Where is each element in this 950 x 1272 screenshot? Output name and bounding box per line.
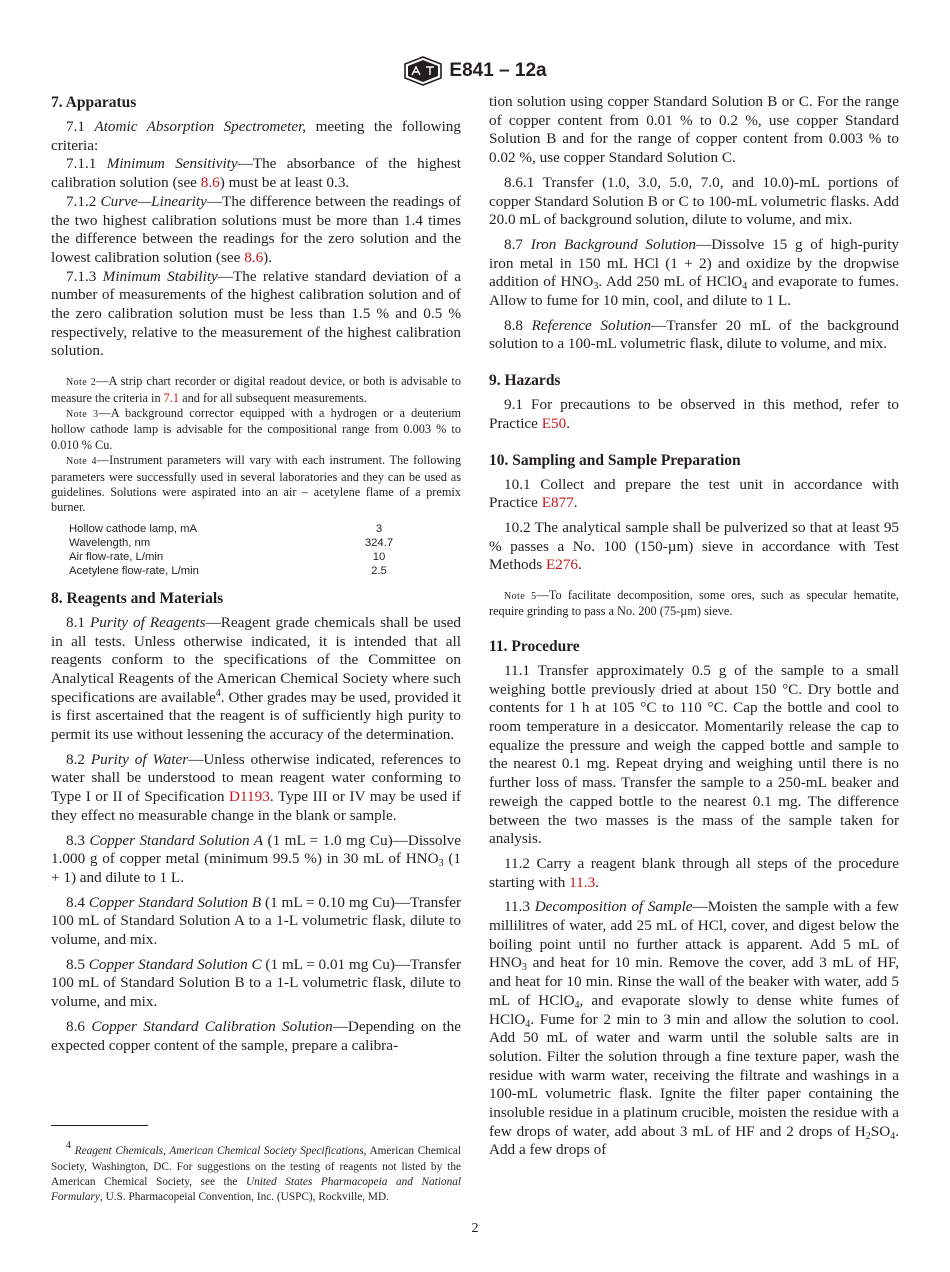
footnote-rule	[51, 1125, 148, 1126]
paragraph-7-1-3: 7.1.3 Minimum Stability—The relative standard deviation of a number of measurements of the highest calibration solution and of the zero calibration solution must be less than 1.5 % and 0.5 % respectively, relative to the measurement of the highest calibration solution.	[51, 267, 461, 360]
section-heading: 11. Procedure	[489, 637, 580, 655]
section-heading: 9. Hazards	[489, 372, 561, 390]
paragraph-7-1-2: 7.1.2 Curve—Linearity—The difference between the readings of the two highest calibration solutions must be more than 1.4 times the difference between the readings for the zero solution and the lowest calibration solution (see 8.6).	[51, 192, 462, 266]
paragraph-8-2: 8.2 Purity of Water—Unless otherwise indicated, references to water shall be understood to mean reagent water conforming to Type I or II of Specification D1193. Type III or IV may be used if they effect no measurable change in the blank or sample.	[51, 750, 462, 824]
note-3: Note 3—A background corrector equipped with a hydrogen or a deuterium hollow cathode lamp is advisable for the compositional range from 0.003 % to 0.010 % Cu.	[51, 405, 461, 452]
footnote-ref: 4	[215, 687, 221, 699]
section-heading: 10. Sampling and Sample Preparation	[489, 451, 741, 469]
paragraph-8-3: 8.3 Copper Standard Solution A (1 mL = 1.0 mg Cu)—Dissolve 1.000 g of copper metal (minimum 99.5 %) in 30 mL of $HNO_3$ (1 + 1) and dilute to 1 L.	[51, 831, 462, 886]
paragraph-8-5: 8.5 Copper Standard Solution C (1 mL = 0.01 mg Cu)—Transfer 100 mL of Standard Solution B to a 1-L volumetric flask, dilute to volume, and mix.	[51, 955, 462, 1011]
section-heading: 7. Apparatus	[51, 94, 137, 111]
page-header	[0, 56, 950, 91]
astm-logo-icon	[403, 56, 443, 86]
paragraph-8-6: 8.6 Copper Standard Calibration Solution—Depending on the expected copper content of the sample, prepare a calibra-	[51, 1017, 461, 1054]
link-7-1[interactable]: 7.1	[163, 390, 180, 405]
link-d1193[interactable]: D1193	[229, 788, 270, 806]
paragraph-8-6-cont: tion solution using copper Standard Solution B or C. For the range of copper content from 0.01 % to 0.2 %, use copper Standard Solution B and for the range of copper content from 0.003 % to 0.02 %, use copper Standard Solution C.	[489, 93, 899, 167]
paragraph-8-8: 8.8 Reference Solution—Transfer 20 mL of the background solution to a 100-mL volumetric flask, dilute to volume, and mix.	[489, 316, 899, 353]
link-8-6[interactable]: 8.6	[244, 248, 264, 266]
paragraph-9-1: 9.1 For precautions to be observed in this method, refer to Practice E50.	[489, 396, 900, 432]
table-row: Acetylene flow-rate, L/min 2.5	[69, 564, 387, 577]
paragraph-8-1: 8.1 Purity of Reagents—Reagent grade chemicals shall be used in all tests. Unless otherwise indicated, it is intended that all reagents conform to the specifications of the Committee on Analytical Reagents of the American Chemical Society where such specifications are available$^4$. Other grades may be used, provided it is first ascertained that the reagent is of sufficiently high purity to permit its use without lessening the accuracy of the determination.	[51, 613, 462, 744]
paragraph-8-6-1: 8.6.1 Transfer (1.0, 3.0, 5.0, 7.0, and 10.0)-mL portions of copper Standard Solution B or C to 100-mL volumetric flasks. Add 20.0 mL of background solution, dilute to volume, and mix.	[489, 173, 899, 229]
link-8-6[interactable]: 8.6	[200, 174, 220, 192]
instrument-parameters-table	[69, 522, 461, 578]
paragraph-10-2: 10.2 The analytical sample shall be pulverized so that at least 95 % passes a No. 100 (150-µm) sieve in accordance with Test Methods E276.	[489, 518, 900, 574]
footnote-4: $^4$ Reagent Chemicals, American Chemical Society Specifications, American Chemical Society, Washington, DC. For suggestions on the testing of reagents not listed by the American Chemical Society, see the United States Pharmacopeia and National Formulary, U.S. Pharmacopeial Convention, Inc. (USPC), Rockville, MD.	[51, 1140, 462, 1204]
paragraph-11-2: 11.2 Carry a reagent blank through all steps of the procedure starting with 11.3.	[489, 854, 899, 891]
paragraph-10-1: 10.1 Collect and prepare the test unit in accordance with Practice E877.	[489, 475, 899, 512]
paragraph-7-1: 7.1 Atomic Absorption Spectrometer, meeting the following criteria:	[51, 118, 461, 154]
right-column	[489, 93, 899, 1160]
left-column	[51, 93, 461, 1055]
table-row: Wavelength, nm 324.7	[69, 536, 394, 549]
paragraph-8-7: 8.7 Iron Background Solution—Dissolve 15 g of high-purity iron metal in 150 mL HCl (1 + 2) and oxidize by the dropwise addition of $HNO_3$. Add 250 mL of HClO$_4$ and evaporate to fumes. Allow to fume for 10 min, cool, and dilute to 1 L.	[489, 235, 900, 310]
link-e877[interactable]: E877	[541, 494, 574, 512]
table-row: Air flow-rate, L/min 10	[69, 550, 386, 563]
paragraph-11-1: 11.1 Transfer approximately 0.5 g of the sample to a small weighing bottle previously dried at about 150 °C. Dry bottle and contents for 1 h at 105 °C to 110 °C. Cap the bottle and cool to room temperature in a desiccator. Momentarily release the cap to equalize the pressure and weigh the capped bottle and sample to the nearest 0.1 mg. Repeat drying and weighing until there is no further loss of mass. Transfer the sample to a 250-mL beaker and reweigh the capped bottle to the nearest 0.1 mg. The difference between the two masses is the mass of the sample taken for analysis.	[489, 661, 899, 848]
note-2: Note 2—A strip chart recorder or digital readout device, or both is advisable to measure the criteria in 7.1 and for all subsequent measurements.	[51, 374, 462, 405]
page-number: 2	[471, 1221, 479, 1236]
paragraph-11-3: 11.3 Decomposition of Sample—Moisten the sample with a few millilitres of water, add 25 mL of HCl, cover, and digest below the boiling point until no further attack is apparent. Add 5 mL of $HNO_3$ and heat for 10 min. Remove the cover, add 3 mL of HF, and heat for 10 min. Rinse the wall of the beaker with water, add 5 mL of HClO$_4$, and evaporate slowly to dense white fumes of HClO$_4$. Fume for 2 min to 3 min and allow the solution to cool. Add 50 mL of water and warm until the soluble salts are in solution. Filter the solution through a fine texture paper, wash the residue with warm water, receiving the filtrate and washings in a 100-mL volumetric flask. Ignite the filter paper containing the insoluble residue in a platinum crucible, moisten the residue with a few drops of water, add about 3 mL of HF and 2 drops of $H_2SO_4$. Add a few drops of	[489, 898, 900, 1159]
table-row: Hollow cathode lamp, mA 3	[69, 522, 383, 535]
note-5: Note 5—To facilitate decomposition, some ores, such as specular hematite, require grinding to pass a No. 200 (75-µm) sieve.	[489, 588, 899, 619]
section-heading: 8. Reagents and Materials	[51, 589, 224, 607]
link-e276[interactable]: E276	[545, 556, 579, 574]
paragraph-8-4: 8.4 Copper Standard Solution B (1 mL = 0.10 mg Cu)—Transfer 100 mL of Standard Solution A to a 1-L volumetric flask, dilute to volume, and mix.	[51, 893, 462, 949]
link-11-3[interactable]: 11.3	[569, 873, 596, 891]
link-e50[interactable]: E50	[541, 414, 567, 432]
designation: E841 – 12a	[449, 60, 547, 81]
paragraph-7-1-1: 7.1.1 Minimum Sensitivity—The absorbance of the highest calibration solution (see 8.6) must be at least 0.3.	[51, 155, 462, 192]
note-4: Note 4—Instrument parameters will vary with each instrument. The following parameters were successfully used in several laboratories and they can be used as guidelines. Solutions were aspirated into an air – acetylene flame of a premix burner.	[51, 453, 461, 515]
